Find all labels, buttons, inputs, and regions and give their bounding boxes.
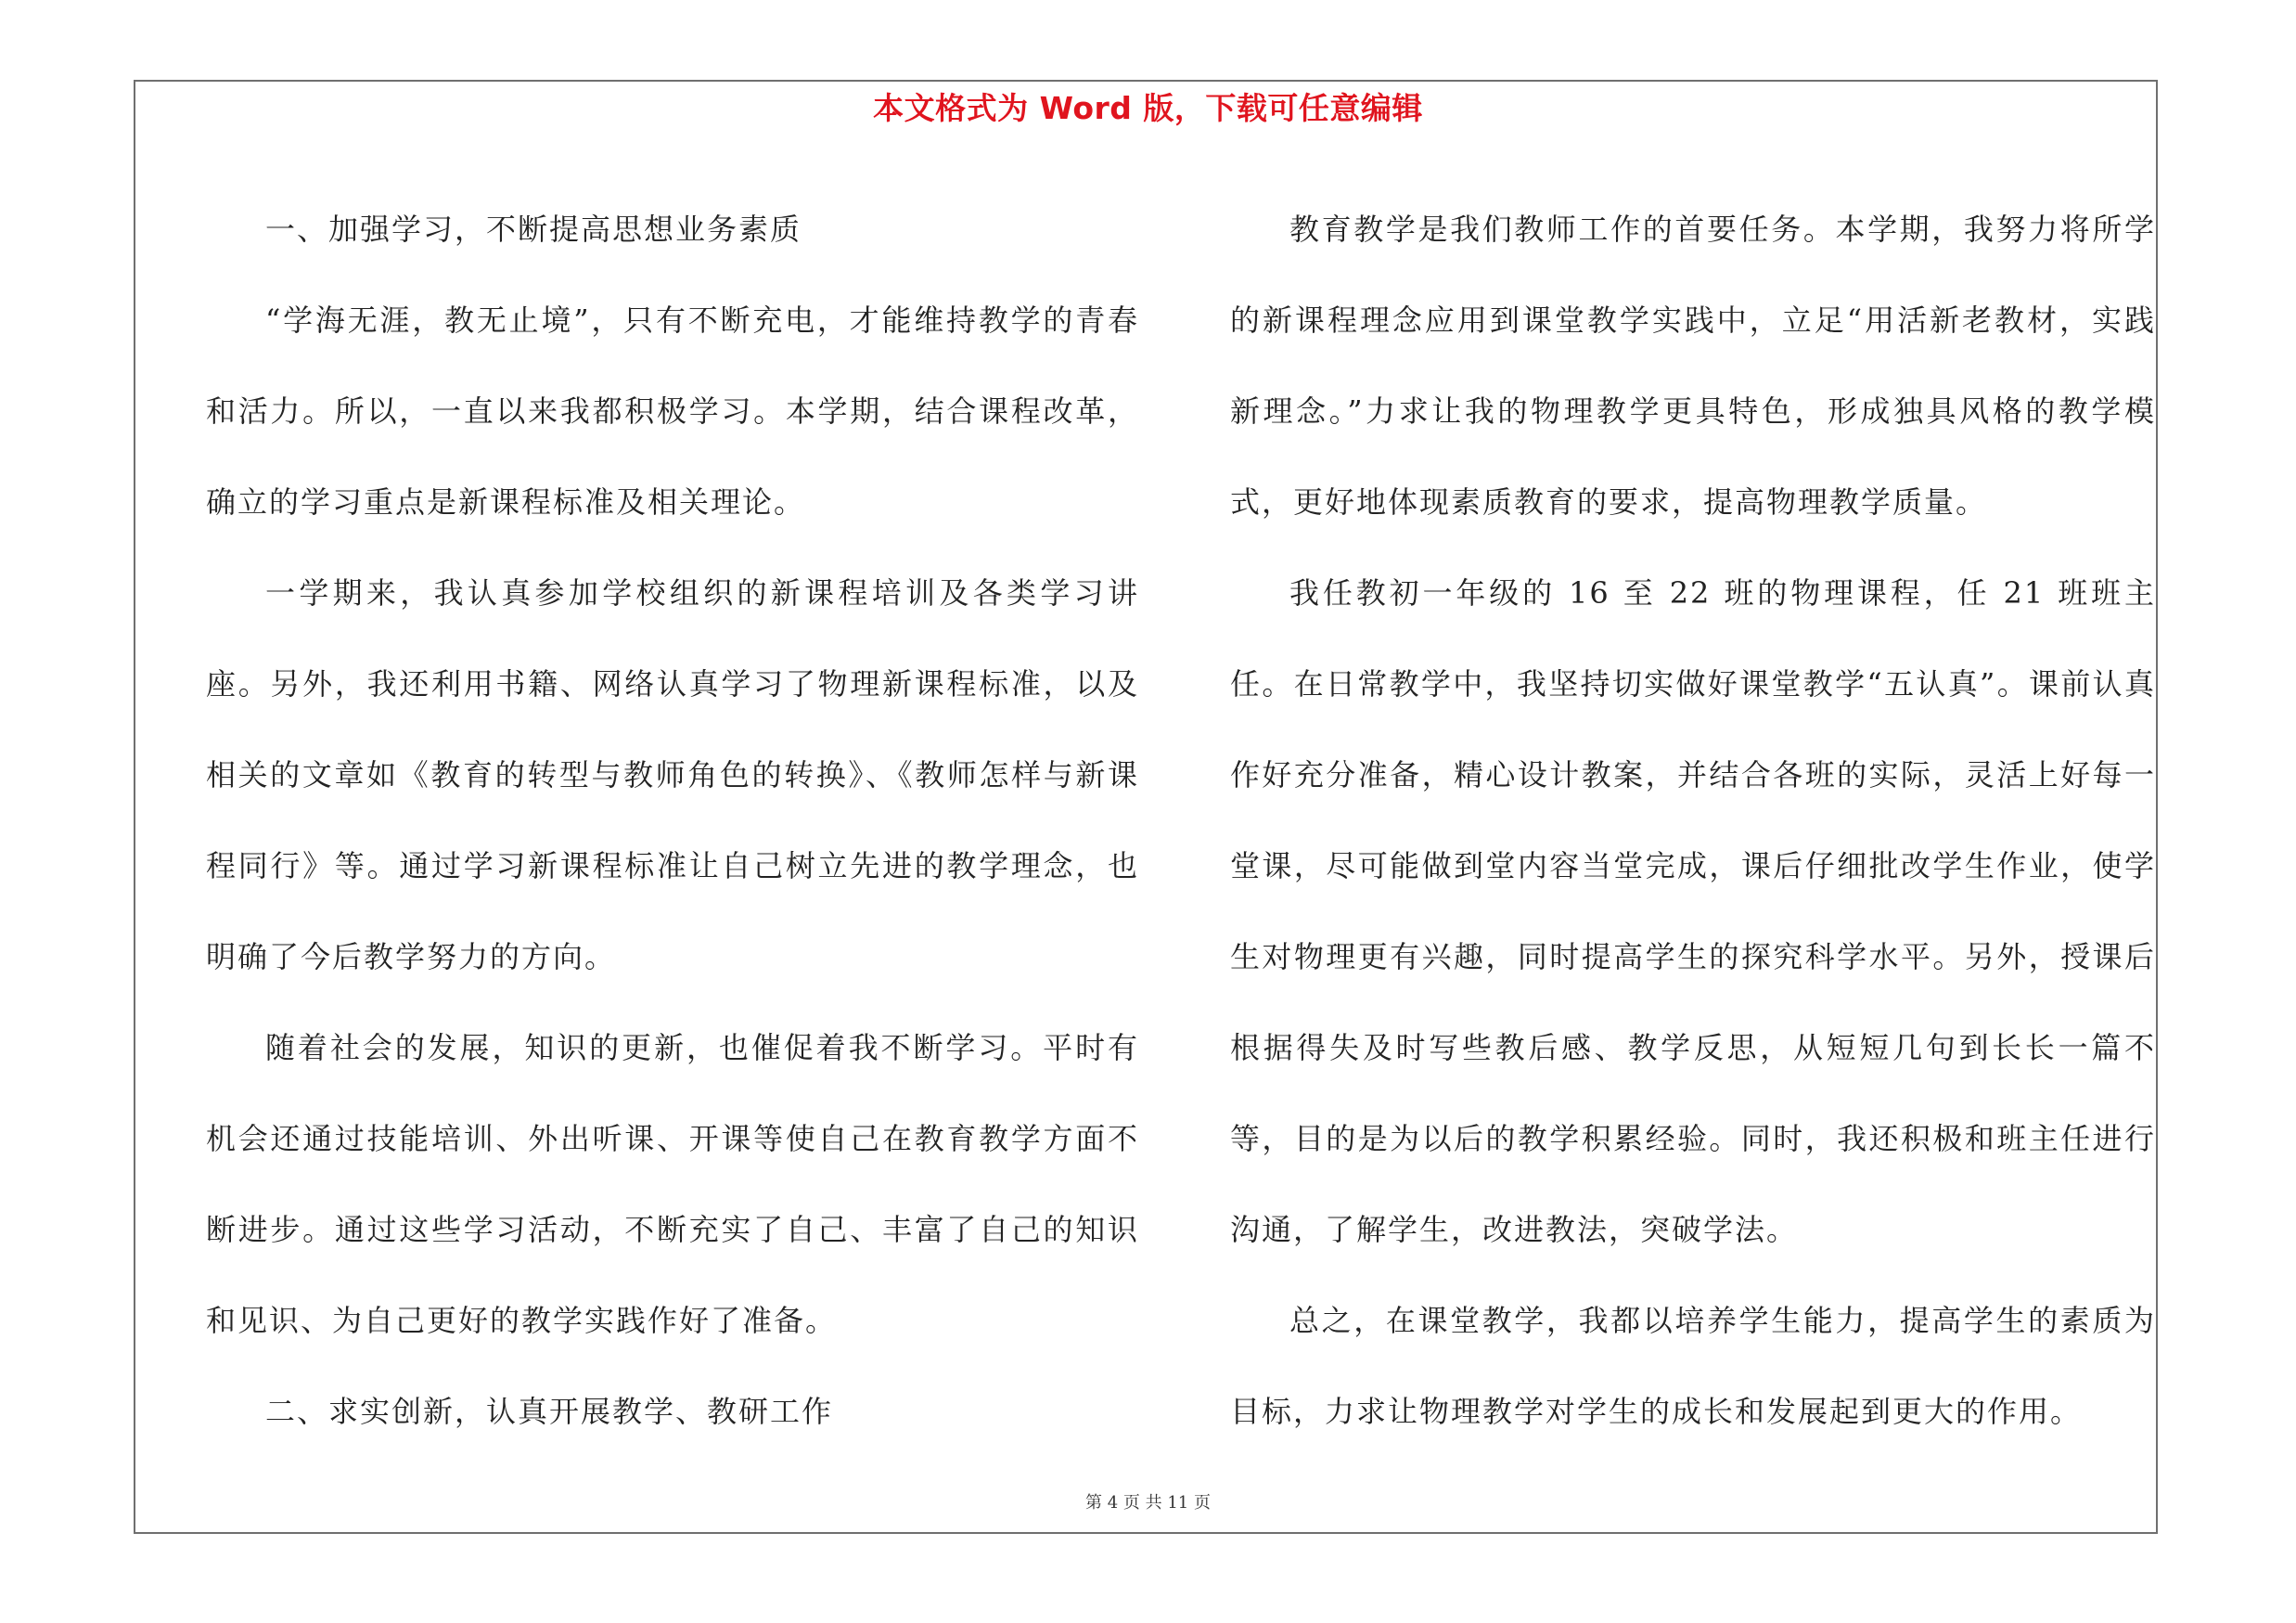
paragraph: 教育教学是我们教师工作的首要任务。本学期，我努力将所学的新课程理念应用到课堂教学实践中，立足“用活新老教材，实践新理念。”力求让我的物理教学更具特色，形成独具风格的教学模式，更好地体现素质教育的要求，提高物理教学质量。 xyxy=(1230,212,2156,520)
section-heading-1: 一、加强学习，不断提高思想业务素质 xyxy=(265,212,802,247)
right-column xyxy=(1230,184,2156,1457)
section-heading-2: 二、求实创新，认真开展教学、教研工作 xyxy=(265,1394,834,1429)
page-number-footer: 第 4 页 共 11 页 xyxy=(1085,1493,1211,1513)
format-notice-banner: 本文格式为 Word 版，下载可任意编辑 xyxy=(873,90,1423,126)
paragraph: 一学期来，我认真参加学校组织的新课程培训及各类学习讲座。另外，我还利用书籍、网络认真学习了物理新课程标准，以及相关的文章如《教育的转型与教师角色的转换》、《教师怎样与新课程同行》等。通过学习新课程标准让自己树立先进的教学理念，也明确了今后教学努力的方向。 xyxy=(206,575,1139,974)
paragraph: 随着社会的发展，知识的更新，也催促着我不断学习。平时有机会还通过技能培训、外出听课、开课等使自己在教育教学方面不断进步。通过这些学习活动，不断充实了自己、丰富了自己的知识和见识、为自己更好的教学实践作好了准备。 xyxy=(206,1030,1139,1338)
paragraph: 我任教初一年级的 16 至 22 班的物理课程，任 21 班班主任。在日常教学中，我坚持切实做好课堂教学“五认真”。课前认真作好充分准备，精心设计教案，并结合各班的实际，灵活上好每一堂课，尽可能做到堂内容当堂完成，课后仔细批改学生作业，使学生对物理更有兴趣，同时提高学生的探究科学水平。另外，授课后根据得失及时写些教后感、教学反思，从短短几句到长长一篇不等，目的是为以后的教学积累经验。同时，我还积极和班主任进行沟通，了解学生，改进教法，突破学法。 xyxy=(1230,575,2156,1247)
paragraph: 总之，在课堂教学，我都以培养学生能力，提高学生的素质为目标，力求让物理教学对学生的成长和发展起到更大的作用。 xyxy=(1230,1303,2156,1429)
paragraph: “学海无涯，教无止境”，只有不断充电，才能维持教学的青春和活力。所以，一直以来我都积极学习。本学期，结合课程改革，确立的学习重点是新课程标准及相关理论。 xyxy=(206,303,1139,520)
left-column xyxy=(206,184,1139,1457)
